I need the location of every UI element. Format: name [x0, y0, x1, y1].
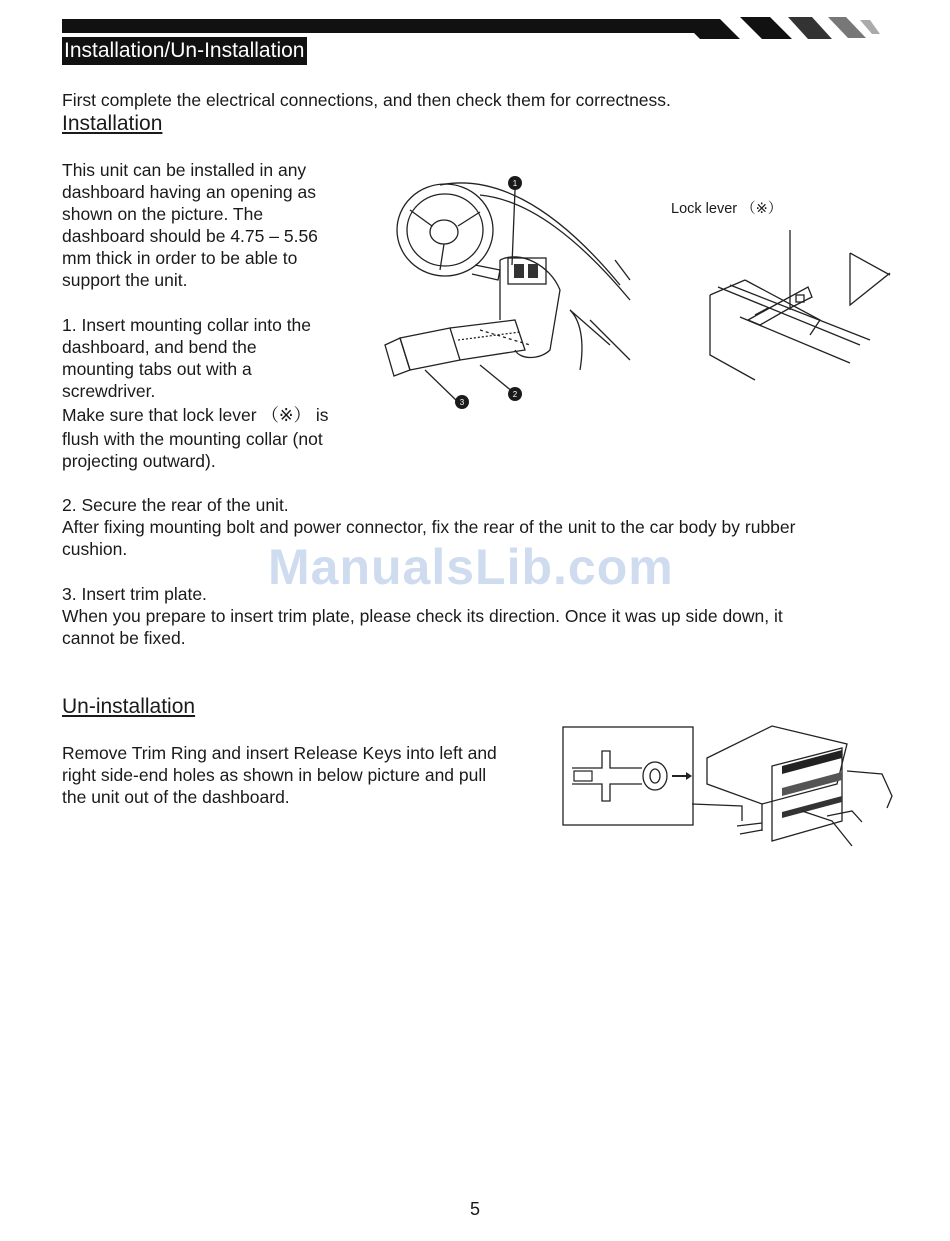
uninstall-para-line: Remove Trim Ring and insert Release Keys into left and: [62, 743, 497, 763]
release-key-illustration: [562, 726, 897, 856]
install-para-line: This unit can be installed in any: [62, 160, 307, 180]
header-bar: [62, 19, 702, 33]
install-para-line: dashboard having an opening as: [62, 182, 316, 202]
install-para-line: mm thick in order to be able to: [62, 248, 298, 268]
step1-line: projecting outward).: [62, 451, 216, 471]
step1-line: dashboard, and bend the: [62, 337, 257, 357]
intro-text: First complete the electrical connections, and then check them for correctness.: [62, 90, 671, 110]
uninstall-para-line: the unit out of the dashboard.: [62, 787, 290, 807]
svg-text:1: 1: [512, 179, 518, 188]
page-number: 5: [470, 1199, 481, 1219]
step1-line: flush with the mounting collar (not: [62, 429, 323, 449]
svg-text:3: 3: [459, 398, 465, 407]
lock-lever-label: Lock lever （※）: [671, 201, 783, 217]
watermark: ManualsLib.com: [268, 539, 674, 595]
install-para-line: shown on the picture. The: [62, 204, 264, 224]
section-title: Installation/Un-Installation: [62, 37, 307, 65]
uninstallation-heading: Un-installation: [62, 695, 196, 718]
callout-3: [455, 395, 469, 409]
dashboard-illustration: [380, 170, 640, 415]
install-para-line: dashboard should be 4.75 – 5.56: [62, 226, 318, 246]
callout-2: [508, 387, 522, 401]
lock-lever-illustration: [700, 225, 900, 390]
step2-line: After fixing mounting bolt and power connector, fix the rear of the unit to the car body by rubber: [62, 517, 796, 537]
installation-heading: Installation: [62, 112, 163, 135]
header-stripes-decoration: [680, 14, 880, 44]
step1-line: Make sure that lock lever （※） is: [62, 405, 329, 425]
step3-line: When you prepare to insert trim plate, please check its direction. Once it was up side down, it: [62, 606, 783, 626]
step3-line: cannot be fixed.: [62, 628, 186, 648]
step2-line: cushion.: [62, 539, 128, 559]
step1-line: mounting tabs out with a: [62, 359, 252, 379]
step3-line: 3. Insert trim plate.: [62, 584, 207, 604]
step2-line: 2. Secure the rear of the unit.: [62, 495, 289, 515]
svg-text:2: 2: [512, 390, 518, 399]
step1-line: 1. Insert mounting collar into the: [62, 315, 312, 335]
install-para-line: support the unit.: [62, 270, 188, 290]
callout-1: [508, 176, 522, 190]
uninstall-para-line: right side-end holes as shown in below picture and pull: [62, 765, 487, 785]
step1-line: screwdriver.: [62, 381, 156, 401]
